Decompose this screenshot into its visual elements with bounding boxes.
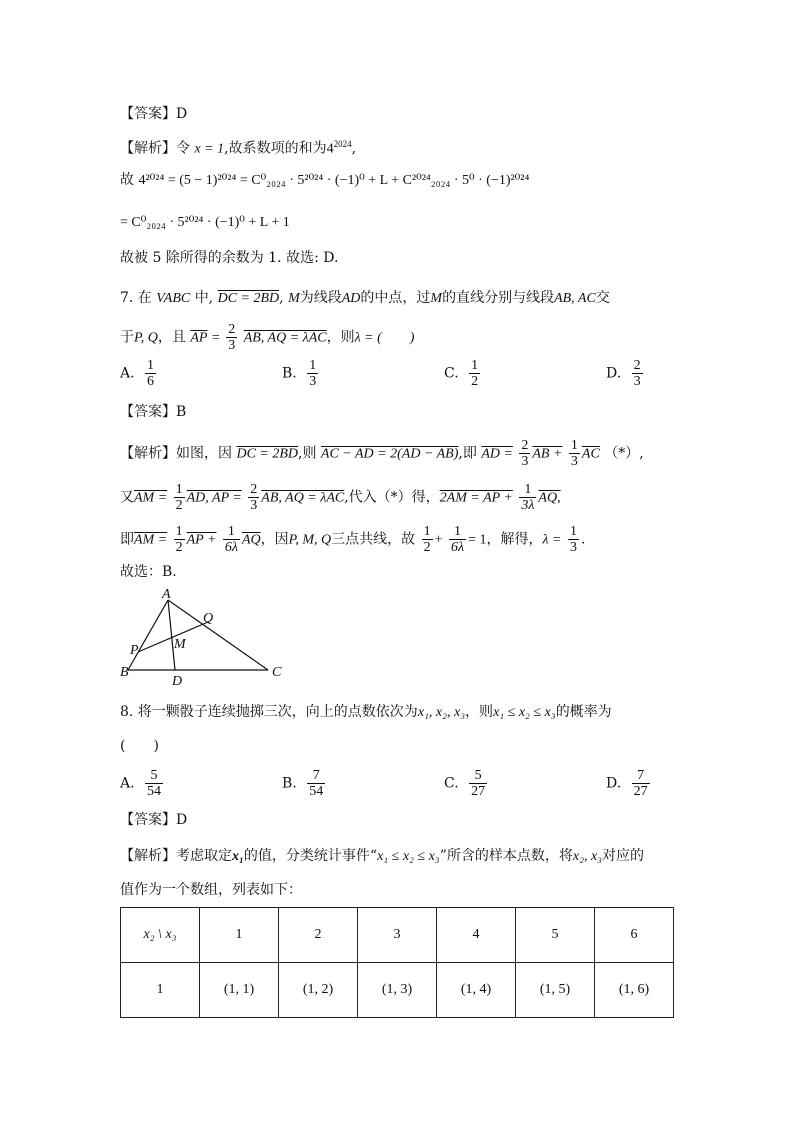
option-label: D.	[606, 365, 622, 382]
fraction	[449, 524, 466, 555]
text: 故	[120, 172, 134, 188]
table-cell: (1, 6)	[595, 963, 674, 1018]
denominator: 2	[175, 540, 183, 555]
table-header-cell: 3	[358, 908, 437, 963]
numerator: 1	[147, 358, 155, 373]
fraction	[469, 358, 480, 389]
option-label: A.	[120, 775, 135, 792]
math-eq: = 1	[468, 532, 487, 548]
q8-paren: ( )	[120, 738, 159, 754]
label-q: Q	[203, 611, 214, 626]
text: ,代入（*）得，	[344, 489, 440, 506]
math-vector: AM =	[134, 532, 168, 548]
fraction	[145, 358, 156, 389]
numerator: 2	[228, 322, 236, 337]
denominator: 27	[471, 784, 486, 799]
text: 的概率为	[555, 704, 612, 720]
numerator: 7	[307, 768, 325, 784]
math-vector-eq: AB, AQ = λAC	[261, 490, 345, 506]
denominator: 3	[228, 338, 236, 353]
math-plus: +	[434, 532, 443, 548]
q7-answer: 【答案】B	[120, 404, 187, 420]
option-label: B.	[282, 365, 297, 382]
power-base: 4	[326, 141, 334, 157]
fraction	[226, 322, 237, 353]
table-row	[121, 963, 674, 1018]
math-vector-eq: DC = 2BD	[236, 446, 299, 462]
denominator: 3	[569, 540, 577, 555]
numerator: 1	[471, 358, 479, 373]
q8-solution-line1	[120, 846, 644, 867]
label-d: D	[172, 674, 183, 688]
text: 于	[120, 329, 134, 346]
q7-option-b[interactable]	[282, 358, 320, 389]
numerator: 1	[423, 524, 431, 539]
comma: ,	[351, 140, 357, 157]
numerator: 2	[521, 438, 529, 453]
math-pq: P, Q	[134, 330, 158, 346]
denominator: 3λ	[521, 498, 535, 513]
fraction	[632, 358, 643, 389]
segment-ab	[128, 600, 168, 670]
table-header-row	[121, 908, 674, 963]
option-label: C.	[444, 775, 459, 792]
fraction	[469, 768, 487, 799]
math-condition: x₁ ≤ x₂ ≤ x₃	[377, 849, 440, 864]
equation: = C⁰₂₀₂₄ · 5²⁰²⁴ · (−1)⁰ + L + 1	[120, 215, 290, 230]
segment-ad	[168, 600, 175, 670]
numerator: 2	[633, 358, 641, 373]
q7-option-c[interactable]	[444, 358, 482, 389]
math-vector: AD, AP =	[186, 490, 242, 506]
q8-option-b[interactable]	[282, 768, 327, 799]
numerator: 1	[223, 524, 240, 540]
pairs-table	[120, 907, 674, 1018]
denominator: 6λ	[450, 540, 465, 555]
label-a: A	[162, 588, 171, 602]
text: ,即	[458, 445, 477, 462]
text: 的直线分别与线段	[442, 290, 555, 306]
denominator: 6	[147, 374, 155, 389]
table-cell: (1, 3)	[358, 963, 437, 1018]
text: .	[580, 531, 586, 548]
math-vars: x₁, x₂, x₃	[417, 705, 466, 720]
numerator: 1	[175, 482, 183, 497]
math-vector: AM =	[134, 490, 168, 506]
denominator: 3	[521, 454, 529, 469]
math-eq: =	[211, 330, 220, 346]
math-vector-eq: AC − AD = 2(AD − AB)	[320, 446, 459, 462]
text: ,则	[298, 445, 317, 462]
denominator: 54	[309, 784, 324, 799]
text: ，则	[465, 704, 494, 720]
numerator: 5	[145, 768, 163, 784]
fraction	[422, 524, 433, 555]
denominator: 3	[309, 374, 317, 389]
math-vector: AP +	[186, 532, 217, 548]
equation: 4²⁰²⁴ = (5 − 1)²⁰²⁴ = C⁰₂₀₂₄ · 5²⁰²⁴ · (−1)⁰ + L + C²⁰²⁴₂₀₂₄ · 5⁰ · (−1)²⁰²⁴	[138, 173, 530, 188]
power-exp: 2024	[333, 139, 352, 149]
triangle-figure	[114, 588, 294, 688]
math-x1: x₁	[232, 849, 244, 864]
table-cell: (1, 5)	[516, 963, 595, 1018]
text: 对应的	[602, 848, 645, 864]
numerator: 1	[570, 438, 578, 453]
text: 的中点，过	[360, 290, 431, 306]
q7-option-d[interactable]	[606, 358, 645, 389]
text: 的值，分类统计事件“	[243, 848, 378, 864]
denominator: 3	[633, 374, 641, 389]
text: 即	[120, 531, 134, 548]
text: 令	[176, 140, 190, 157]
table-header-cell: x₂ \ x₃	[121, 908, 200, 963]
text: ,	[279, 290, 284, 306]
fraction	[632, 768, 650, 799]
table-header-cell: 5	[516, 908, 595, 963]
math-vector: AD =	[481, 446, 513, 462]
q7-stem-line1	[120, 288, 610, 309]
math-triangle: VABC	[156, 291, 191, 306]
fraction	[519, 482, 536, 513]
math-points: P, M, Q	[288, 532, 332, 548]
label-m: M	[174, 637, 186, 652]
numerator: 1	[175, 524, 183, 539]
math-vars: x₂, x₃	[572, 849, 603, 864]
denominator: 3	[250, 498, 258, 513]
option-label: C.	[444, 365, 459, 382]
denominator: 3	[570, 454, 578, 469]
denominator: 54	[147, 784, 162, 799]
denominator: 27	[633, 784, 648, 799]
q6-equation-1	[120, 170, 529, 191]
text: 为线段	[299, 290, 342, 306]
denominator: 2	[175, 498, 183, 513]
text: 交	[595, 290, 610, 306]
math-ab-ac: AB, AC	[554, 291, 596, 306]
denominator: 2	[471, 374, 479, 389]
denominator: 2	[423, 540, 431, 555]
q7-solution-line1	[120, 438, 644, 469]
math-vector-ap: $\overline{AP}$	[190, 330, 208, 346]
math-x: x = 1	[194, 141, 225, 157]
table-header-cell: 6	[595, 908, 674, 963]
math-vector: $\overline{AC}$	[581, 446, 600, 462]
q7-solution-line2	[120, 482, 561, 513]
math-vector-eq: DC = 2BD	[217, 291, 280, 306]
fraction	[519, 438, 530, 469]
text: （*）,	[604, 445, 644, 462]
table-header-cell: 2	[279, 908, 358, 963]
text: 【解析】考虑取定	[120, 848, 232, 864]
text: ，解得，	[486, 531, 543, 548]
text: ，则	[326, 329, 355, 346]
math-m: M	[288, 291, 300, 306]
text: ,故系数项的和为	[224, 140, 327, 157]
math-ad: AD	[341, 291, 361, 306]
text: 【解析】如图，因	[120, 445, 232, 462]
text: 7. 在	[120, 290, 152, 306]
fraction	[223, 524, 240, 555]
q7-solution-line3	[120, 524, 585, 555]
fraction	[248, 482, 259, 513]
q7-choose: 故选：B.	[120, 564, 177, 580]
fraction	[569, 438, 580, 469]
math-lambda: λ = ( )	[354, 330, 415, 346]
text: 又	[120, 489, 134, 506]
table-cell: (1, 1)	[200, 963, 279, 1018]
table-cell: (1, 2)	[279, 963, 358, 1018]
q8-option-d[interactable]	[606, 768, 652, 799]
text: ”所含的样本点数，将	[439, 848, 573, 864]
math-m: M	[430, 291, 443, 306]
text: ，且	[157, 329, 186, 346]
table-header-cell: 4	[437, 908, 516, 963]
numerator: 1	[519, 482, 536, 498]
math-vector: AB +	[532, 446, 563, 462]
text: 8. 将一颗骰子连续抛掷三次，向上的点数依次为	[120, 704, 418, 720]
numerator: 5	[469, 768, 487, 784]
label-c: C	[272, 665, 282, 680]
label-p: P	[130, 643, 139, 658]
q8-answer: 【答案】D	[120, 812, 188, 828]
fraction	[307, 768, 325, 799]
q6-equation-2	[120, 212, 290, 233]
segment-ac	[168, 600, 268, 670]
table-cell: 1	[121, 963, 200, 1018]
fraction	[568, 524, 579, 555]
q6-answer: 【答案】D	[120, 106, 188, 122]
numerator: 1	[309, 358, 317, 373]
fraction	[145, 768, 163, 799]
fraction	[174, 524, 185, 555]
table-cell: (1, 4)	[437, 963, 516, 1018]
analysis-label: 【解析】	[120, 140, 176, 157]
fraction	[174, 482, 185, 513]
option-label: A.	[120, 365, 135, 382]
text: 中,	[194, 290, 214, 306]
math-condition: x₁ ≤ x₂ ≤ x₃	[493, 705, 556, 720]
math-vector: AQ,	[538, 490, 561, 506]
fraction	[307, 358, 318, 389]
text: ，因	[260, 531, 289, 548]
q8-option-a[interactable]	[120, 768, 165, 799]
q6-analysis-line1	[120, 134, 356, 160]
q7-stem-line2	[120, 322, 414, 353]
option-label: B.	[282, 775, 297, 792]
q6-remainder: 故被 5 除所得的余数为 1. 故选: D.	[120, 250, 339, 266]
table-header-cell: 1	[200, 908, 279, 963]
math-lambda: λ =	[542, 532, 562, 548]
text: 三点共线，故	[331, 531, 416, 548]
numerator: 7	[632, 768, 650, 784]
option-label: D.	[606, 775, 622, 792]
math-vector: $\overline{AQ}$	[241, 532, 261, 548]
math-vector-eq: AB, AQ = λAC	[243, 330, 327, 346]
denominator: 6λ	[224, 540, 238, 555]
numerator: 1	[569, 524, 577, 539]
q7-option-a[interactable]	[120, 358, 158, 389]
q8-solution-line2: 值作为一个数组，列表如下：	[120, 882, 302, 898]
q8-option-c[interactable]	[444, 768, 489, 799]
numerator: 2	[250, 482, 258, 497]
math-vector: 2AM = AP +	[439, 490, 513, 506]
q8-stem	[120, 702, 612, 723]
label-b: B	[120, 665, 129, 680]
numerator: 1	[449, 524, 466, 540]
